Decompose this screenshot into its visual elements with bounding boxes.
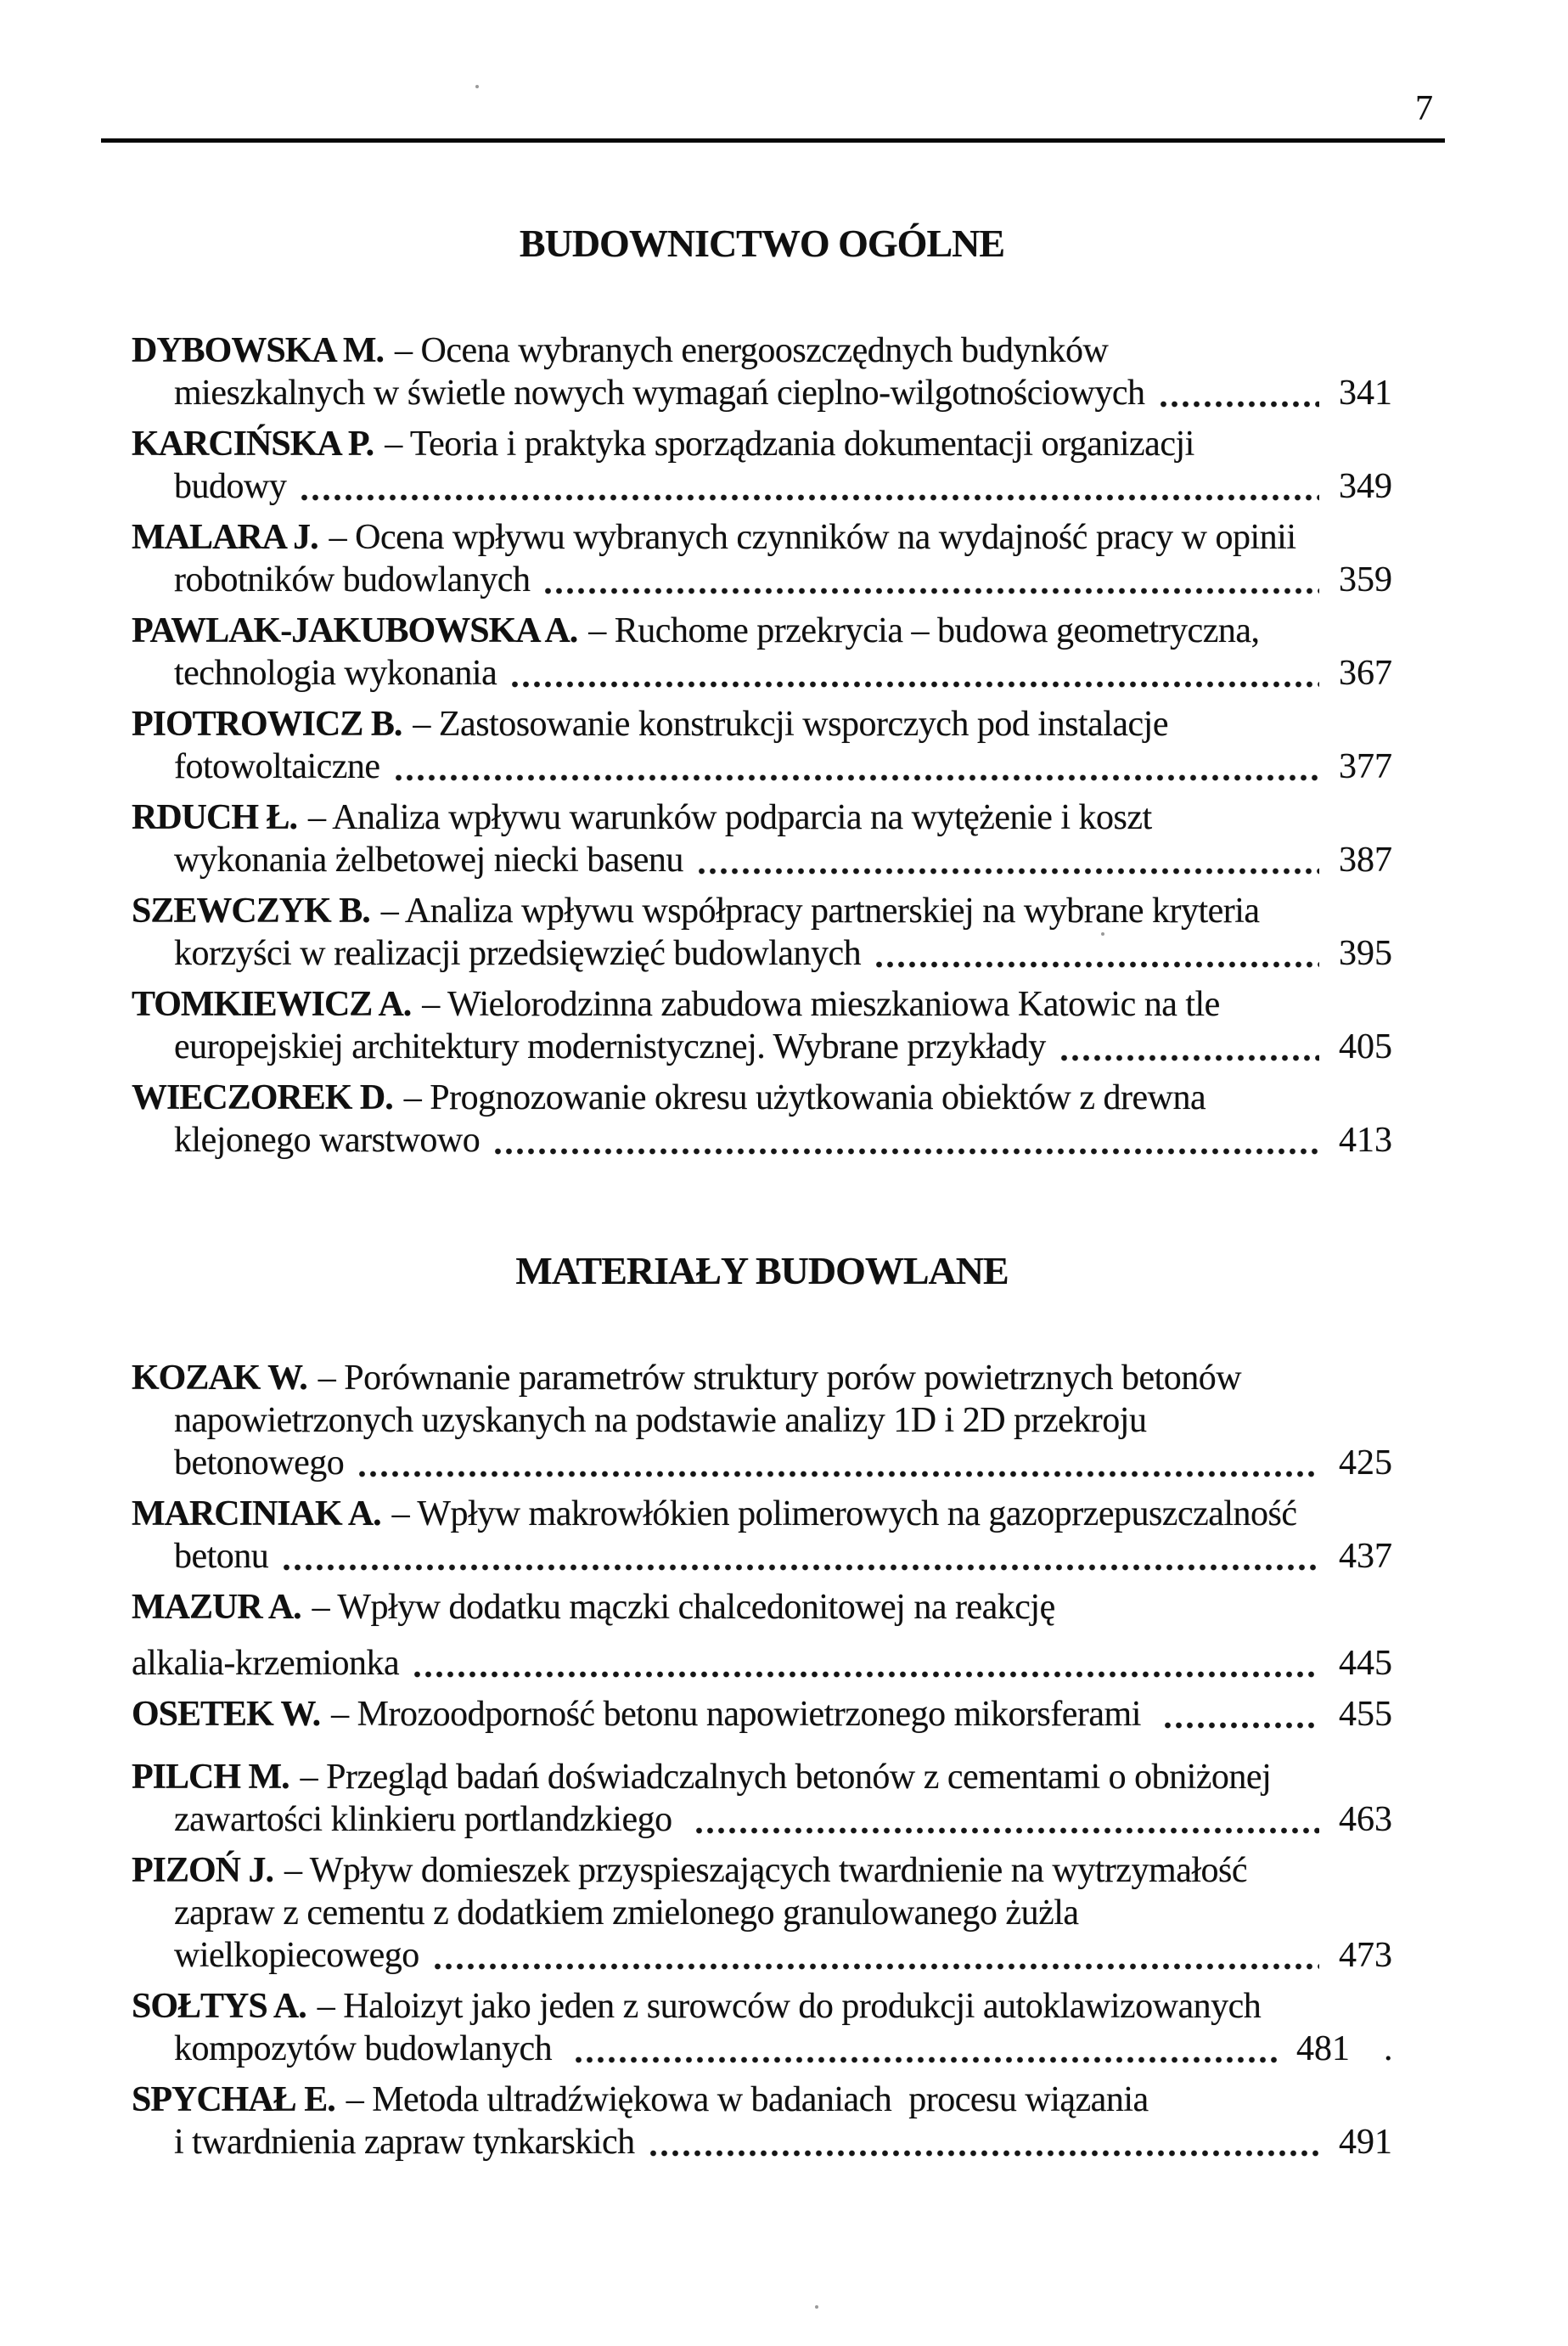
toc-entry	[132, 1693, 1392, 1736]
toc-entry	[132, 329, 1392, 414]
entry-author: PAWLAK-JAKUBOWSKA A.	[132, 611, 578, 650]
entry-author: MARCINIAK A.	[132, 1494, 381, 1533]
entry-title-text: zawartości klinkieru portlandzkiego	[174, 1800, 681, 1839]
entry-line	[132, 1934, 1392, 1977]
entry-line	[132, 1493, 1392, 1535]
toc-content	[132, 143, 1392, 2163]
dot-leader	[1158, 400, 1319, 408]
entry-author: MAZUR A.	[132, 1588, 301, 1627]
scan-artifact-dot: .	[1384, 2029, 1392, 2068]
dot-leader	[393, 774, 1319, 782]
entry-line	[132, 983, 1392, 1026]
entry-line	[132, 839, 1392, 881]
entry-author: PILCH M.	[132, 1758, 289, 1797]
entry-title-text: betonu	[174, 1537, 269, 1576]
entry-author: OSETEK W.	[132, 1695, 321, 1734]
entry-title-text: – Przegląd badań doświadczalnych betonów z cementami o obniżonej	[300, 1758, 1272, 1797]
entry-page-number: 405	[1339, 1027, 1392, 1066]
entry-page-number: 425	[1339, 1443, 1392, 1482]
dot-leader	[694, 1826, 1319, 1835]
entry-line	[132, 890, 1392, 932]
toc-entry	[132, 796, 1392, 881]
entry-line	[132, 423, 1392, 465]
entry-title-text: napowietrzonych uzyskanych na podstawie analizy 1D i 2D przekroju	[174, 1401, 1147, 1440]
entry-line	[132, 1756, 1392, 1798]
entry-title-text: – Wielorodzinna zabudowa mieszkaniowa Katowic na tle	[422, 985, 1220, 1024]
entry-line	[132, 1535, 1392, 1578]
entry-page-number: 413	[1339, 1121, 1392, 1160]
entry-line	[132, 559, 1392, 601]
entry-page-number: 455	[1339, 1695, 1392, 1734]
dot-leader	[299, 493, 1319, 502]
entry-line	[132, 329, 1392, 372]
entry-title-text: zapraw z cementu z dodatkiem zmielonego granulowanego żużla	[174, 1893, 1079, 1932]
dot-leader	[573, 2056, 1277, 2064]
dot-leader	[542, 587, 1319, 595]
entry-title-text: – Ocena wpływu wybranych czynników na wydajność pracy w opinii	[329, 518, 1296, 557]
entry-line	[132, 1693, 1392, 1736]
entry-author: WIECZOREK D.	[132, 1078, 393, 1117]
toc-entry	[132, 1586, 1392, 1685]
entry-title-text: technologia wykonania	[174, 654, 497, 693]
entry-title-text: – Haloizyt jako jeden z surowców do produkcji autoklawizowanych	[317, 1987, 1262, 2026]
entry-title-text: – Wpływ dodatku mączki chalcedonitowej na reakcję	[312, 1588, 1055, 1627]
entry-author: PIOTROWICZ B.	[132, 705, 402, 744]
entry-title-text: – Porównanie parametrów struktury porów powietrznych betonów	[318, 1359, 1242, 1398]
entry-line	[132, 1399, 1392, 1442]
entry-author: KOZAK W.	[132, 1359, 307, 1398]
dot-leader	[874, 960, 1319, 969]
entry-line	[132, 1985, 1392, 2028]
entry-page-number: 341	[1339, 374, 1392, 413]
entry-title-text: wykonania żelbetowej niecki basenu	[174, 841, 683, 880]
entry-line	[132, 1586, 1392, 1629]
entry-line	[132, 2121, 1392, 2163]
toc-entry	[132, 983, 1392, 1068]
toc-entry	[132, 1849, 1392, 1977]
entry-title-text: europejskiej architektury modernistycznej. Wybrane przykłady	[174, 1027, 1046, 1066]
dot-leader	[357, 1470, 1319, 1478]
entry-title-text: – Prognozowanie okresu użytkowania obiektów z drewna	[403, 1078, 1206, 1117]
entry-author: MALARA J.	[132, 518, 318, 557]
entry-title-text: i twardnienia zapraw tynkarskich	[174, 2123, 635, 2162]
entry-title-text: budowy	[174, 467, 287, 506]
entry-title-text: – Zastosowanie konstrukcji wsporczych pod instalacje	[413, 705, 1168, 744]
entry-title-text: kompozytów budowlanych	[174, 2029, 561, 2068]
entry-line	[132, 1442, 1392, 1484]
entry-line	[132, 1798, 1392, 1841]
entry-page-number: 437	[1339, 1537, 1392, 1576]
entry-line	[132, 932, 1392, 975]
entry-line	[132, 796, 1392, 839]
entry-author: SPYCHAŁ E.	[132, 2080, 335, 2119]
entry-page-number: 349	[1339, 467, 1392, 506]
entry-author: KARCIŃSKA P.	[132, 425, 374, 464]
dot-leader	[1059, 1054, 1319, 1062]
scan-speck	[475, 85, 479, 88]
dot-leader	[281, 1563, 1319, 1572]
entry-author: PIZOŃ J.	[132, 1851, 274, 1890]
entry-title-text: – Wpływ makrowłókien polimerowych na gazoprzepuszczalność	[391, 1494, 1297, 1533]
scan-speck	[815, 2305, 818, 2309]
dot-leader	[509, 680, 1319, 689]
entry-title-text: – Mrozoodporność betonu napowietrzonego mikorsferami	[331, 1695, 1149, 1734]
entry-title-text: – Analiza wpływu warunków podparcia na wytężenie i koszt	[308, 798, 1152, 837]
dot-leader	[492, 1147, 1319, 1156]
entry-line	[132, 2028, 1392, 2070]
toc-entry	[132, 703, 1392, 788]
entry-title-text: – Analiza wpływu współpracy partnerskiej na wybrane kryteria	[380, 892, 1260, 931]
dot-leader	[696, 867, 1319, 875]
entry-title-text: fotowoltaiczne	[174, 747, 380, 786]
entry-title-text: klejonego warstwowo	[174, 1121, 481, 1160]
entry-line	[132, 1077, 1392, 1119]
entry-line	[132, 1026, 1392, 1068]
entry-author: SOŁTYS A.	[132, 1987, 306, 2026]
entry-line	[132, 465, 1392, 508]
entry-line	[132, 745, 1392, 788]
entry-title-text: – Teoria i praktyka sporządzania dokumentacji organizacji	[385, 425, 1194, 464]
entry-title-text: robotników budowlanych	[174, 560, 531, 599]
entry-line	[132, 610, 1392, 652]
entry-title-text: betonowego	[174, 1443, 345, 1482]
entry-page-number: 473	[1339, 1936, 1392, 1975]
entry-page-number: 463	[1339, 1800, 1392, 1839]
entry-line	[132, 1119, 1392, 1162]
entry-title-text: – Ocena wybranych energooszczędnych budynków	[395, 331, 1109, 370]
entry-page-number: 481	[1296, 2029, 1350, 2068]
dot-leader	[648, 2149, 1319, 2158]
entry-author: TOMKIEWICZ A.	[132, 985, 412, 1024]
entry-title-text: – Ruchome przekrycia – budowa geometryczna,	[588, 611, 1260, 650]
entry-page-number: 377	[1339, 747, 1392, 786]
entry-line	[132, 652, 1392, 695]
toc-section-2	[132, 1170, 1392, 2163]
dot-leader	[1162, 1721, 1319, 1730]
toc-section-1	[132, 143, 1392, 1162]
page-number: 7	[1415, 89, 1433, 128]
toc-entry	[132, 610, 1392, 695]
section-title: MATERIAŁY BUDOWLANE	[515, 1249, 1009, 1292]
toc-entry	[132, 1985, 1392, 2070]
entry-line	[132, 1892, 1392, 1934]
section-title: BUDOWNICTWO OGÓLNE	[519, 222, 1005, 265]
entry-line	[132, 372, 1392, 414]
entry-line	[132, 2079, 1392, 2121]
entry-author: DYBOWSKA M.	[132, 331, 385, 370]
toc-entry	[132, 516, 1392, 601]
dot-leader	[412, 1670, 1319, 1679]
entry-author: RDUCH Ł.	[132, 798, 298, 837]
entry-title-text: wielkopiecowego	[174, 1936, 419, 1975]
entry-title-text: alkalia-krzemionka	[132, 1644, 400, 1683]
entry-page-number: 367	[1339, 654, 1392, 693]
entry-page-number: 387	[1339, 841, 1392, 880]
entry-line	[132, 1642, 1392, 1685]
entry-title-text: – Wpływ domieszek przyspieszających twardnienie na wytrzymałość	[284, 1851, 1247, 1890]
entry-line	[132, 516, 1392, 559]
entry-title-text: korzyści w realizacji przedsięwzięć budowlanych	[174, 934, 862, 973]
toc-entry	[132, 1357, 1392, 1484]
toc-entry	[132, 1077, 1392, 1162]
toc-entry	[132, 1493, 1392, 1578]
entry-line	[132, 703, 1392, 745]
scan-speck	[1101, 932, 1104, 936]
entry-page-number: 445	[1339, 1644, 1392, 1683]
entry-title-text: – Metoda ultradźwiękowa w badaniach procesu wiązania	[346, 2080, 1149, 2119]
entry-page-number: 359	[1339, 560, 1392, 599]
dot-leader	[432, 1962, 1319, 1971]
entry-author: SZEWCZYK B.	[132, 892, 370, 931]
entry-page-number: 395	[1339, 934, 1392, 973]
toc-entry	[132, 1756, 1392, 1841]
entry-page-number: 491	[1339, 2123, 1392, 2162]
toc-entry	[132, 423, 1392, 508]
toc-entry	[132, 890, 1392, 975]
entry-title-text: mieszkalnych w świetle nowych wymagań cieplno-wilgotnościowych	[174, 374, 1145, 413]
toc-entry	[132, 2079, 1392, 2163]
entry-line	[132, 1849, 1392, 1892]
entry-line	[132, 1357, 1392, 1399]
